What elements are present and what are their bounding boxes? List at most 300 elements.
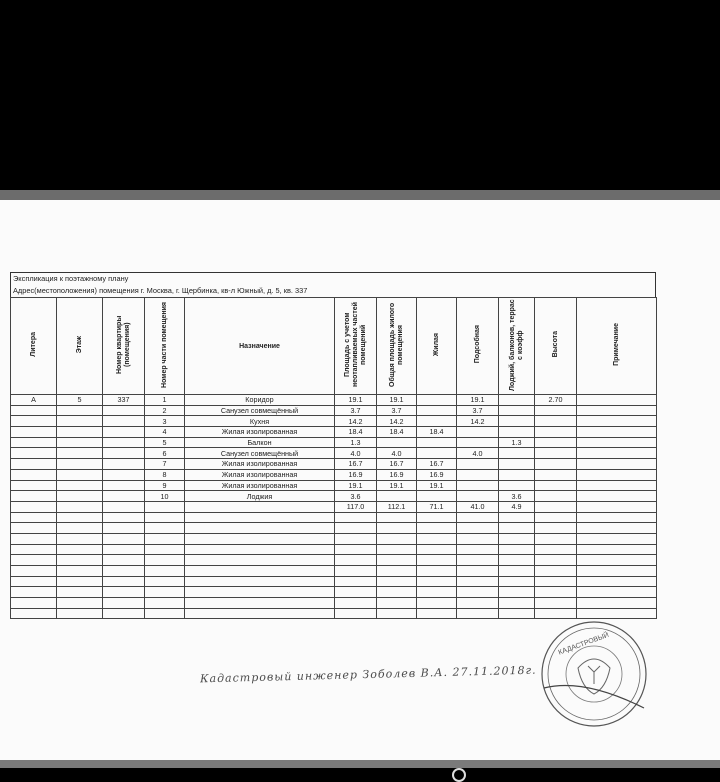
table-cell: 9 [145, 480, 185, 491]
table-cell [57, 405, 103, 416]
table-cell [577, 459, 657, 470]
table-cell [377, 533, 417, 544]
table-cell [185, 608, 335, 619]
table-cell: Жилая изолированная [185, 459, 335, 470]
table-cell: 19.1 [457, 395, 499, 406]
table-cell: 18.4 [417, 427, 457, 438]
table-cell [103, 587, 145, 598]
table-cell: 19.1 [417, 480, 457, 491]
table-cell [535, 566, 577, 577]
table-cell: 337 [103, 395, 145, 406]
table-cell [577, 469, 657, 480]
table-cell: 41.0 [457, 501, 499, 512]
explication-document [10, 272, 656, 619]
engineer-signature: Кадастровый инженер Зоболев В.А. 27.11.2018г. [199, 663, 537, 686]
table-cell [145, 587, 185, 598]
table-cell [185, 566, 335, 577]
table-cell: Жилая изолированная [185, 427, 335, 438]
table-cell [11, 587, 57, 598]
table-cell: 5 [57, 395, 103, 406]
table-row [11, 448, 657, 459]
table-cell [11, 608, 57, 619]
table-cell [577, 555, 657, 566]
table-cell [535, 427, 577, 438]
table-cell [11, 469, 57, 480]
table-cell: 2 [145, 405, 185, 416]
table-cell [145, 566, 185, 577]
table-row [11, 459, 657, 470]
table-cell [535, 459, 577, 470]
table-cell [535, 512, 577, 523]
table-cell: 2.70 [535, 395, 577, 406]
table-cell [11, 491, 57, 502]
table-cell [185, 533, 335, 544]
table-cell [417, 608, 457, 619]
table-cell [457, 555, 499, 566]
table-cell [457, 544, 499, 555]
column-header-label: Общая площадь жилого помещения [388, 302, 404, 387]
table-cell [577, 405, 657, 416]
column-header [577, 298, 657, 395]
table-cell [535, 523, 577, 534]
table-cell [11, 533, 57, 544]
table-cell [377, 576, 417, 587]
table-cell: Балкон [185, 437, 335, 448]
empty-table-row [11, 566, 657, 577]
table-cell [377, 587, 417, 598]
table-cell [499, 469, 535, 480]
table-cell [103, 523, 145, 534]
table-cell [417, 437, 457, 448]
empty-table-row [11, 598, 657, 609]
table-cell [185, 501, 335, 512]
table-cell [417, 523, 457, 534]
table-cell [335, 544, 377, 555]
table-cell [103, 437, 145, 448]
table-cell: 19.1 [335, 480, 377, 491]
table-cell [57, 523, 103, 534]
table-cell [103, 448, 145, 459]
table-cell [457, 608, 499, 619]
table-cell [457, 491, 499, 502]
table-cell [57, 608, 103, 619]
column-header [103, 298, 145, 395]
table-row [11, 491, 657, 502]
table-cell [457, 566, 499, 577]
table-cell [11, 427, 57, 438]
table-cell [417, 533, 457, 544]
table-cell: Коридор [185, 395, 335, 406]
empty-table-row [11, 533, 657, 544]
table-cell: 4.0 [457, 448, 499, 459]
empty-table-row [11, 555, 657, 566]
table-cell [335, 576, 377, 587]
table-cell [11, 480, 57, 491]
table-cell [457, 576, 499, 587]
table-cell [11, 437, 57, 448]
table-cell [457, 469, 499, 480]
table-cell: 14.2 [457, 416, 499, 427]
table-cell: 8 [145, 469, 185, 480]
table-cell: 18.4 [377, 427, 417, 438]
table-cell: Жилая изолированная [185, 469, 335, 480]
table-cell [499, 576, 535, 587]
table-cell [417, 587, 457, 598]
table-cell [57, 459, 103, 470]
table-cell [335, 533, 377, 544]
table-cell [577, 501, 657, 512]
table-cell: Жилая изолированная [185, 480, 335, 491]
table-cell [11, 523, 57, 534]
table-cell [457, 587, 499, 598]
table-cell: 1.3 [335, 437, 377, 448]
table-cell [57, 566, 103, 577]
column-header-label: Литера [29, 332, 37, 357]
table-cell: 5 [145, 437, 185, 448]
column-header [499, 298, 535, 395]
table-row [11, 405, 657, 416]
table-cell [535, 587, 577, 598]
table-cell: 16.7 [335, 459, 377, 470]
table-cell [499, 523, 535, 534]
column-header-label: Этаж [75, 335, 83, 354]
table-cell: 4 [145, 427, 185, 438]
table-cell [377, 544, 417, 555]
stamp-text: КАДАСТРОВЫЙ [557, 631, 610, 657]
table-row [11, 501, 657, 512]
table-cell [577, 598, 657, 609]
explication-table [10, 297, 657, 619]
table-cell [335, 608, 377, 619]
table-cell [145, 608, 185, 619]
table-cell [185, 523, 335, 534]
table-cell [377, 437, 417, 448]
table-cell [457, 427, 499, 438]
table-cell: 112.1 [377, 501, 417, 512]
table-cell [185, 512, 335, 523]
table-cell [499, 427, 535, 438]
column-header [457, 298, 499, 395]
table-cell: Лоджия [185, 491, 335, 502]
table-cell [577, 576, 657, 587]
table-cell [535, 416, 577, 427]
table-cell [335, 523, 377, 534]
column-header [145, 298, 185, 395]
table-cell [103, 491, 145, 502]
table-cell [535, 576, 577, 587]
table-cell [11, 405, 57, 416]
table-cell: 3 [145, 416, 185, 427]
table-cell [57, 512, 103, 523]
column-header [335, 298, 377, 395]
table-cell [499, 480, 535, 491]
table-cell [457, 480, 499, 491]
table-cell [103, 576, 145, 587]
column-header-label: Назначение [239, 342, 280, 350]
table-cell [417, 448, 457, 459]
table-cell: 16.9 [417, 469, 457, 480]
table-cell [377, 566, 417, 577]
table-cell: 7 [145, 459, 185, 470]
column-header-label: Площадь с учетом неотапливаемых частей помещений [343, 302, 367, 387]
table-cell [185, 576, 335, 587]
table-cell [145, 523, 185, 534]
table-cell [11, 598, 57, 609]
top-black-bar [0, 0, 720, 190]
table-cell: 19.1 [335, 395, 377, 406]
table-cell: 14.2 [377, 416, 417, 427]
table-cell [457, 523, 499, 534]
cadastral-stamp [538, 618, 650, 730]
table-cell [335, 566, 377, 577]
table-cell [417, 395, 457, 406]
column-header [535, 298, 577, 395]
table-cell: 19.1 [377, 395, 417, 406]
table-cell [103, 427, 145, 438]
table-cell [11, 566, 57, 577]
table-cell [457, 533, 499, 544]
table-row [11, 437, 657, 448]
table-cell [185, 555, 335, 566]
table-cell [417, 416, 457, 427]
table-cell [145, 576, 185, 587]
table-cell [535, 469, 577, 480]
column-header-label: Лоджий, балконов, террас с коэфф [508, 298, 524, 391]
table-cell [11, 459, 57, 470]
column-header-label: Номер квартиры (помещения) [115, 315, 131, 374]
table-cell [535, 598, 577, 609]
table-cell: 19.1 [377, 480, 417, 491]
bottom-black-bar [0, 768, 720, 780]
table-cell: 1.3 [499, 437, 535, 448]
table-cell [577, 512, 657, 523]
table-cell [57, 533, 103, 544]
table-cell [57, 437, 103, 448]
frame-strip-top [0, 190, 720, 200]
table-cell [377, 523, 417, 534]
column-header-label: Номер части помещения [160, 301, 168, 388]
empty-table-row [11, 587, 657, 598]
table-cell: 3.6 [335, 491, 377, 502]
table-cell [103, 598, 145, 609]
table-cell [57, 501, 103, 512]
table-cell [535, 533, 577, 544]
table-cell [535, 544, 577, 555]
table-cell: 16.7 [377, 459, 417, 470]
table-cell [57, 587, 103, 598]
table-cell [11, 448, 57, 459]
table-cell [535, 448, 577, 459]
document-address: Адрес(местоположения) помещения г. Москва, г. Щербинка, кв-л Южный, д. 5, кв. 337 [10, 285, 656, 297]
table-cell [417, 491, 457, 502]
table-cell: Санузел совмещённый [185, 405, 335, 416]
table-cell [499, 598, 535, 609]
table-cell [377, 598, 417, 609]
table-cell [499, 512, 535, 523]
table-cell: 3.7 [377, 405, 417, 416]
table-cell [103, 416, 145, 427]
table-cell [499, 608, 535, 619]
table-cell [535, 491, 577, 502]
table-cell [11, 555, 57, 566]
table-cell: 18.4 [335, 427, 377, 438]
table-cell [377, 555, 417, 566]
table-cell: 3.7 [335, 405, 377, 416]
table-cell [499, 587, 535, 598]
table-cell [11, 576, 57, 587]
table-cell [103, 459, 145, 470]
table-cell: 16.7 [417, 459, 457, 470]
column-header [185, 298, 335, 395]
table-row [11, 427, 657, 438]
table-cell [145, 533, 185, 544]
table-cell [335, 555, 377, 566]
table-cell [57, 469, 103, 480]
table-cell [185, 544, 335, 555]
frame-strip-bottom [0, 760, 720, 768]
table-cell [335, 598, 377, 609]
table-cell [577, 427, 657, 438]
table-cell: 1 [145, 395, 185, 406]
column-header [11, 298, 57, 395]
table-cell: 4.0 [335, 448, 377, 459]
table-cell [335, 512, 377, 523]
table-cell: 16.9 [377, 469, 417, 480]
table-row [11, 395, 657, 406]
table-cell [145, 512, 185, 523]
table-cell [185, 587, 335, 598]
table-cell [145, 555, 185, 566]
table-cell [457, 598, 499, 609]
column-header-label: Подсобная [473, 325, 481, 364]
table-cell [377, 512, 417, 523]
table-cell [499, 555, 535, 566]
table-cell [499, 448, 535, 459]
table-cell [577, 533, 657, 544]
table-cell: 6 [145, 448, 185, 459]
table-cell [57, 416, 103, 427]
table-cell [57, 480, 103, 491]
empty-table-row [11, 544, 657, 555]
table-cell [103, 512, 145, 523]
column-header [57, 298, 103, 395]
table-cell [535, 480, 577, 491]
table-cell [145, 501, 185, 512]
table-cell: А [11, 395, 57, 406]
table-row [11, 480, 657, 491]
table-cell [417, 576, 457, 587]
table-cell [57, 555, 103, 566]
table-cell [103, 405, 145, 416]
table-cell [417, 555, 457, 566]
table-cell [577, 566, 657, 577]
column-header [417, 298, 457, 395]
table-cell [577, 491, 657, 502]
table-cell: 4.0 [377, 448, 417, 459]
table-cell [377, 608, 417, 619]
table-cell [535, 555, 577, 566]
table-cell [11, 512, 57, 523]
table-cell [499, 395, 535, 406]
column-header-label: Примечание [612, 323, 620, 366]
table-cell [577, 523, 657, 534]
table-cell [499, 405, 535, 416]
table-cell [57, 448, 103, 459]
table-cell [577, 448, 657, 459]
table-cell: 3.7 [457, 405, 499, 416]
table-row [11, 469, 657, 480]
table-cell [457, 512, 499, 523]
table-cell [577, 544, 657, 555]
table-cell [499, 533, 535, 544]
table-cell [11, 416, 57, 427]
table-cell [535, 405, 577, 416]
table-cell [457, 459, 499, 470]
table-cell [103, 608, 145, 619]
table-header-row [11, 298, 657, 395]
table-cell: Санузел совмещённый [185, 448, 335, 459]
table-cell [145, 598, 185, 609]
table-cell [499, 416, 535, 427]
table-cell [103, 480, 145, 491]
table-cell [145, 544, 185, 555]
table-cell [57, 598, 103, 609]
table-cell [377, 491, 417, 502]
column-header [377, 298, 417, 395]
table-row [11, 416, 657, 427]
table-cell [335, 587, 377, 598]
table-cell [499, 566, 535, 577]
table-cell: 16.9 [335, 469, 377, 480]
table-cell [577, 416, 657, 427]
table-cell [11, 501, 57, 512]
table-cell [103, 544, 145, 555]
table-cell: 10 [145, 491, 185, 502]
table-cell [57, 544, 103, 555]
document-title: Экспликация к поэтажному плану [10, 272, 656, 285]
table-cell [499, 544, 535, 555]
table-cell [417, 598, 457, 609]
document-sheet [0, 200, 720, 760]
table-cell [577, 395, 657, 406]
table-cell [103, 501, 145, 512]
table-cell [499, 459, 535, 470]
empty-table-row [11, 512, 657, 523]
table-cell [577, 437, 657, 448]
empty-table-row [11, 576, 657, 587]
table-cell: 71.1 [417, 501, 457, 512]
table-cell [103, 555, 145, 566]
table-cell [417, 405, 457, 416]
empty-table-row [11, 523, 657, 534]
table-cell [535, 437, 577, 448]
table-cell [103, 533, 145, 544]
table-cell [535, 501, 577, 512]
table-cell [103, 566, 145, 577]
table-cell [57, 491, 103, 502]
table-cell: 3.6 [499, 491, 535, 502]
column-header-label: Жилая [432, 332, 440, 357]
table-cell [457, 437, 499, 448]
table-cell: 14.2 [335, 416, 377, 427]
table-cell [577, 480, 657, 491]
table-cell [417, 512, 457, 523]
column-header-label: Высота [551, 331, 559, 358]
table-cell: Кухня [185, 416, 335, 427]
table-cell [577, 587, 657, 598]
table-cell [103, 469, 145, 480]
table-cell [185, 598, 335, 609]
